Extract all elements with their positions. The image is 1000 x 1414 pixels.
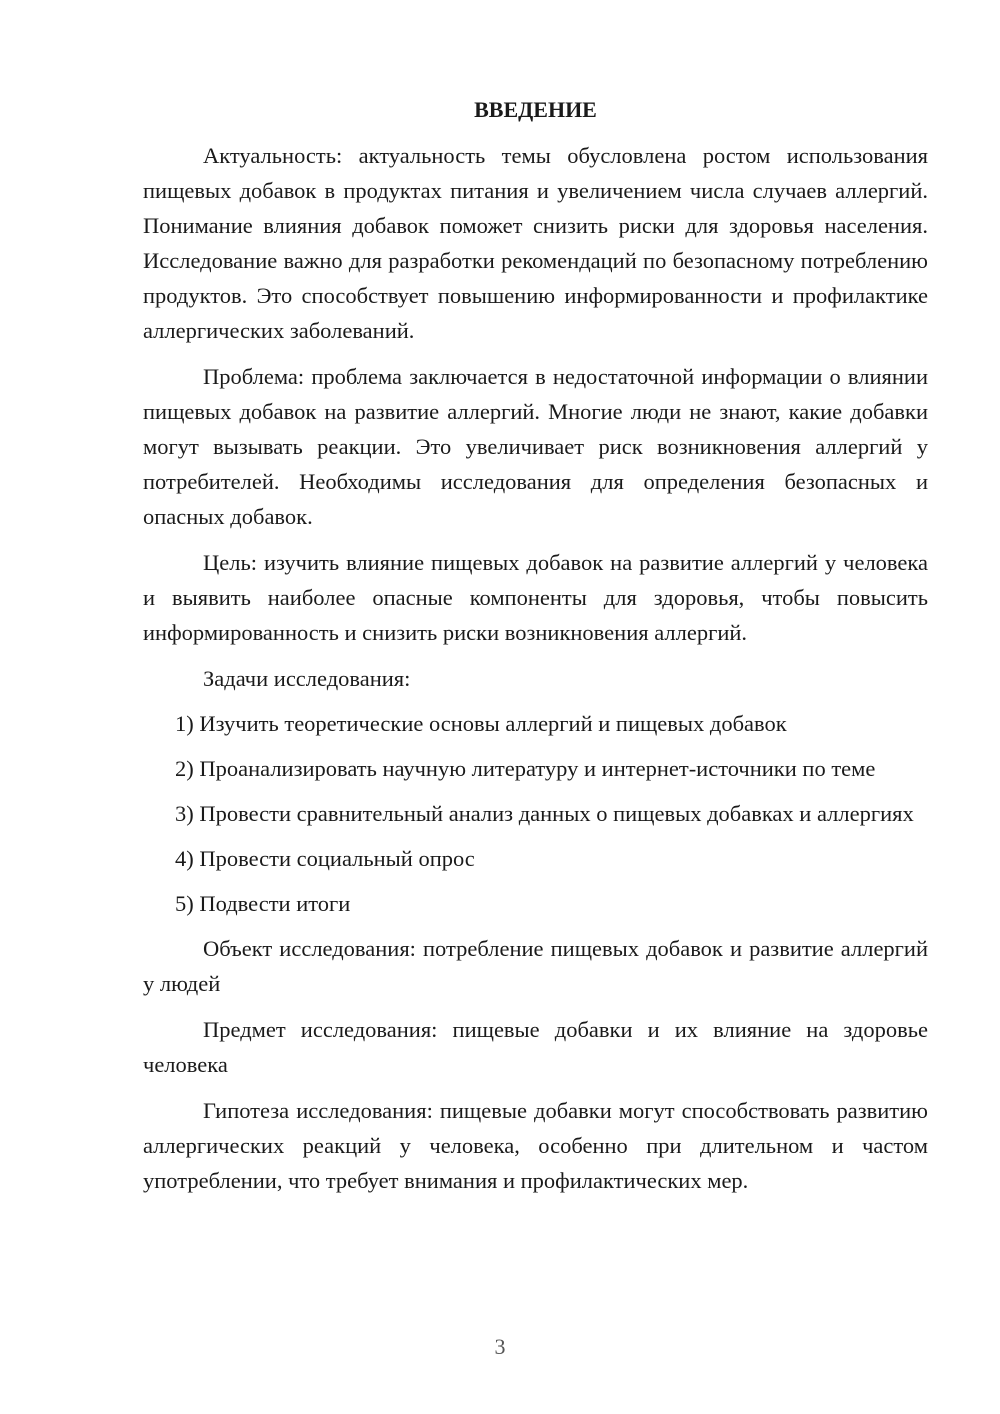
relevance-paragraph: Актуальность: актуальность темы обусловлена ростом использования пищевых добавок в продуктах питания и увеличением числа случаев аллергий. Понимание влияния добавок поможет снизить риски для здоровья населения. Исследование важно для разработки рекомендаций по безопасному потреблению продуктов. Это способствует повышению информированности и профилактике аллергических заболеваний. <box>143 143 928 343</box>
hypothesis-paragraph: Гипотеза исследования: пищевые добавки могут способствовать развитию аллергических реакций у человека, особенно при длительном и частом употреблении, что требует внимания и профилактических мер. <box>143 1098 928 1193</box>
task-item: 5) Подвести итоги <box>175 891 351 916</box>
section-title: ВВЕДЕНИЕ <box>474 97 597 122</box>
task-item: 4) Провести социальный опрос <box>175 846 475 871</box>
problem-paragraph: Проблема: проблема заключается в недостаточной информации о влиянии пищевых добавок на развитие аллергий. Многие люди не знают, какие добавки могут вызывать реакции. Это увеличивает риск возникновения аллергий у потребителей. Необходимы исследования для определения безопасных и опасных добавок. <box>143 364 928 529</box>
goal-paragraph: Цель: изучить влияние пищевых добавок на развитие аллергий у человека и выявить наиболее опасные компоненты для здоровья, чтобы повысить информированность и снизить риски возникновения аллергий. <box>143 550 928 645</box>
task-item: 2) Проанализировать научную литературу и интернет-источники по теме <box>175 756 876 781</box>
task-item: 3) Провести сравнительный анализ данных о пищевых добавках и аллергиях <box>175 801 914 826</box>
tasks-heading: Задачи исследования: <box>203 666 411 691</box>
subject-paragraph: Предмет исследования: пищевые добавки и их влияние на здоровье человека <box>143 1017 928 1077</box>
page-number: 3 <box>494 1334 506 1359</box>
task-item: 1) Изучить теоретические основы аллергий и пищевых добавок <box>175 711 787 736</box>
object-paragraph: Объект исследования: потребление пищевых добавок и развитие аллергий у людей <box>143 936 928 996</box>
document-page <box>143 95 928 1209</box>
